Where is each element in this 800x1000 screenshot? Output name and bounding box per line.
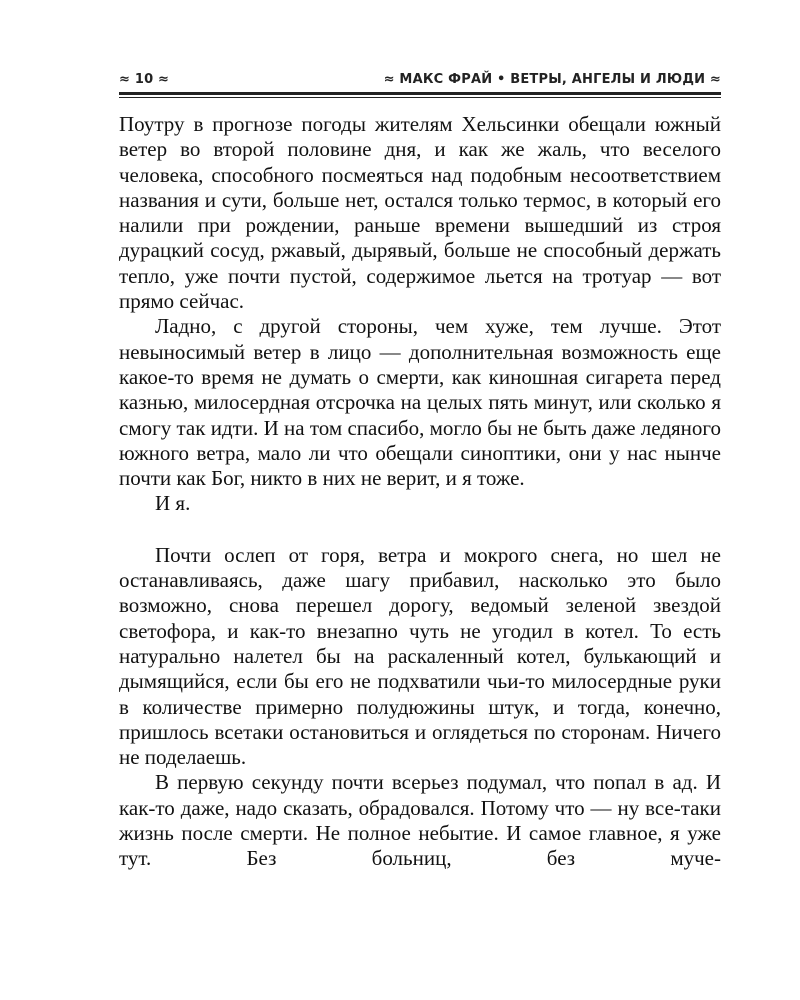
header-rule-thin bbox=[119, 97, 721, 98]
page-number: ≈ 10 ≈ bbox=[119, 72, 170, 87]
paragraph-5: В первую секунду почти всерьез подумал, что попал в ад. И как-то даже, надо сказать, обрадовался. Потому что — ну все-таки жизнь после смерти. Не полное небытие. И самое главное, я уже тут. Без больниц, без муче- bbox=[119, 770, 721, 871]
header-rule bbox=[119, 92, 721, 95]
section-break bbox=[119, 517, 721, 543]
page-body bbox=[119, 112, 721, 872]
paragraph-2: Ладно, с другой стороны, чем хуже, тем лучше. Этот невыносимый ветер в лицо — дополнительная возможность еще какое-то время не думать о смерти, как киношная сигарета перед казнью, милосердная отсрочка на целых пять минут, или сколько я смогу так идти. И на том спасибо, могло бы не быть даже ледяного южного ветра, мало ли что обещали синоптики, они у нас нынче почти как Бог, никто в них не верит, и я тоже. bbox=[119, 314, 721, 491]
paragraph-3: И я. bbox=[155, 491, 191, 516]
running-header bbox=[119, 70, 721, 92]
paragraph-1: Поутру в прогнозе погоды жителям Хельсинки обещали южный ветер во второй половине дня, и как же жаль, что веселого человека, способного посмеяться над подобным несоответствием названия и сути, больше нет, остался только термос, в который его налили при рождении, раньше времени вышедший из строя дурацкий сосуд, ржавый, дырявый, больше не способный держать тепло, уже почти пустой, содержимое льется на тротуар — вот прямо сейчас. bbox=[119, 112, 721, 314]
paragraph-4: Почти ослеп от горя, ветра и мокрого снега, но шел не останавливаясь, даже шагу прибавил, насколько это было возможно, снова перешел дорогу, ведомый зеленой звездой светофора, и как-то внезапно чуть не угодил в котел. То есть натурально налетел бы на раскаленный котел, булькающий и дымящийся, если бы его не подхватили чьи-то милосердные руки в количестве примерно полудюжины штук, и тогда, конечно, пришлось всетаки остановиться и оглядеться по сторонам. Ничего не поделаешь. bbox=[119, 542, 721, 770]
running-title: ≈ МАКС ФРАЙ • ВЕТРЫ, АНГЕЛЫ И ЛЮДИ ≈ bbox=[383, 72, 721, 87]
